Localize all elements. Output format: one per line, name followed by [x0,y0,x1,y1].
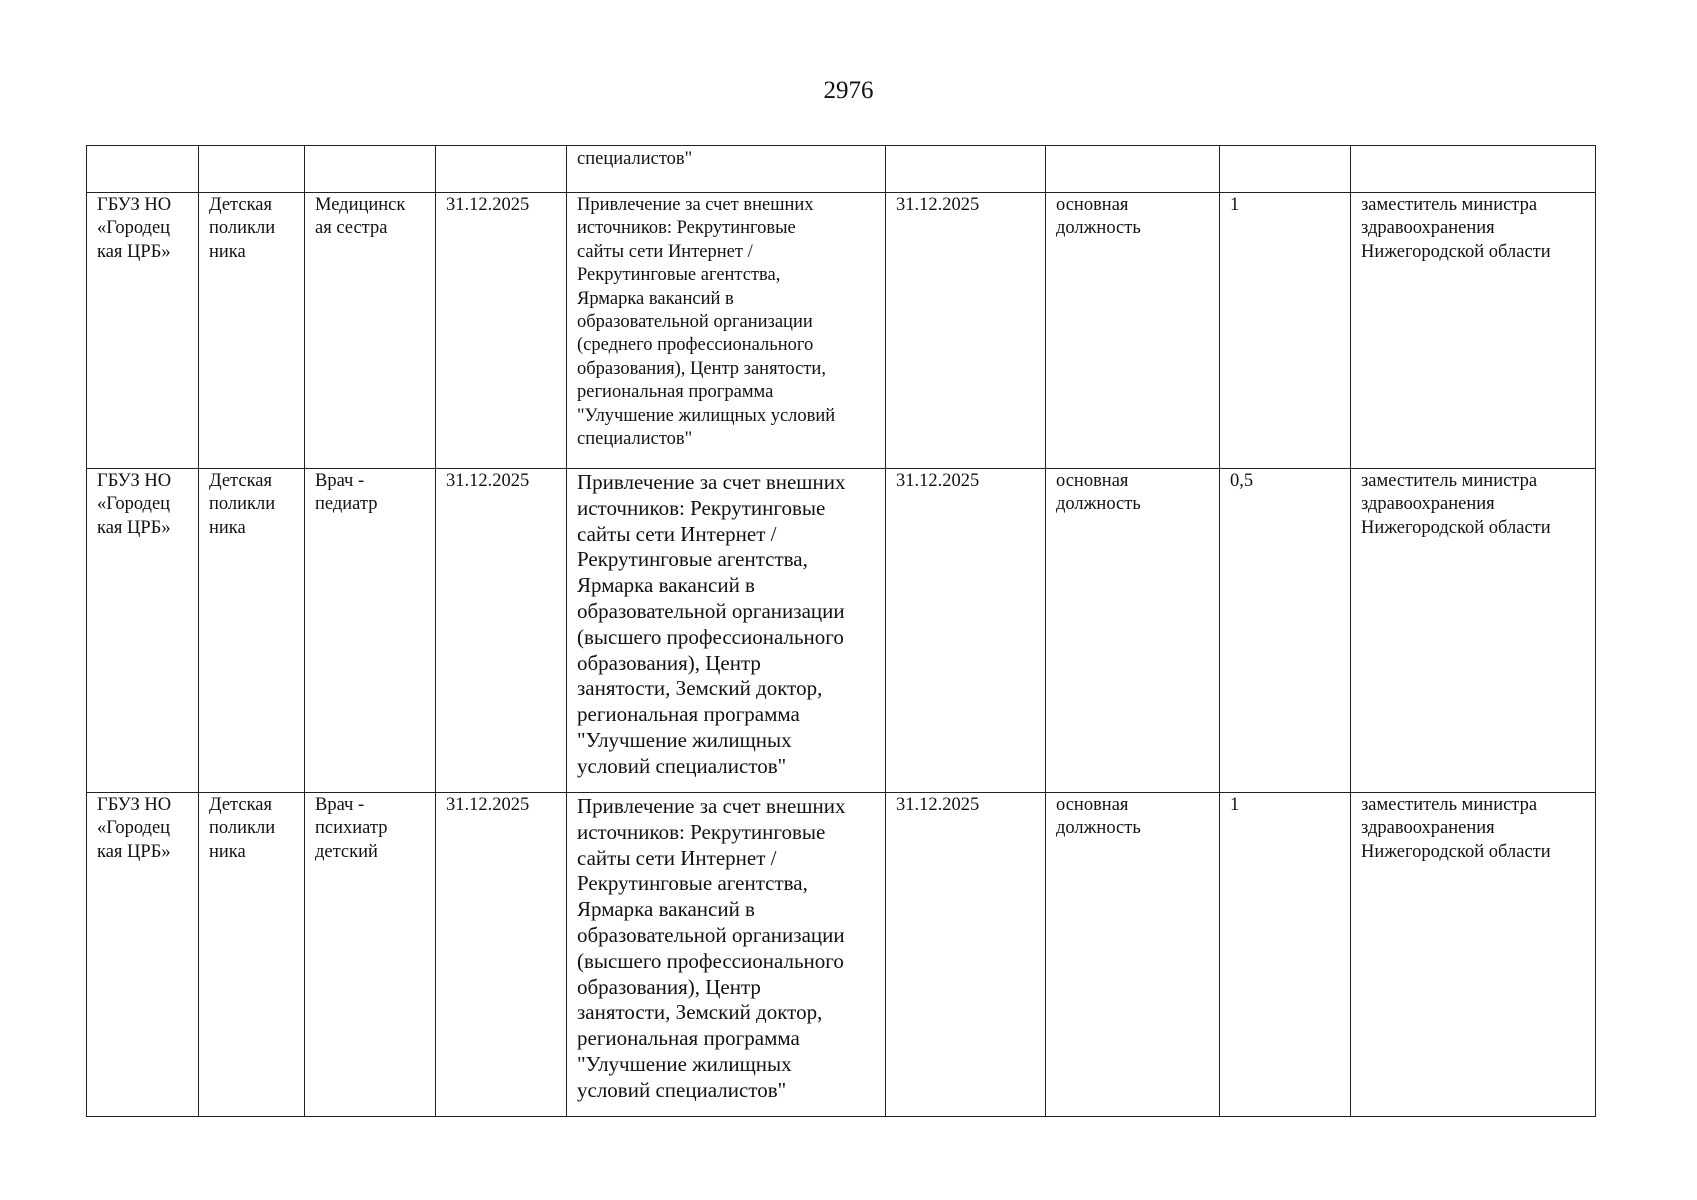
cell-position: Медицинск ая сестра [305,193,436,469]
cell-responsible: заместитель министра здравоохранения Нижегородской области [1351,793,1596,1117]
cell-rate: 1 [1220,193,1351,469]
page-number: 2976 [823,77,874,104]
cell-job-type: основная должность [1046,793,1220,1117]
cell-date-end: 31.12.2025 [886,469,1046,793]
cell-organization: ГБУЗ НО «Городец кая ЦРБ» [87,793,199,1117]
table-row [87,469,1596,793]
cell-unit: Детская поликли ника [199,193,305,469]
cell-unit: Детская поликли ника [199,793,305,1117]
cell-job-type: основная должность [1046,469,1220,793]
cell-methods: специалистов" [567,146,886,193]
table-row [87,193,1596,469]
cell-unit [199,146,305,193]
cell-methods: Привлечение за счет внешних источников: Рекрутинговые сайты сети Интернет / Рекрутинговые агентства, Ярмарка вакансий в образовательной организации (высшего профессионального образования), Центр занятости, Земский доктор, региональная программа "Улучшение жилищных условий специалистов" [567,469,886,793]
cell-date-end: 31.12.2025 [886,793,1046,1117]
cell-rate: 0,5 [1220,469,1351,793]
cell-position: Врач - педиатр [305,469,436,793]
cell-organization: ГБУЗ НО «Городец кая ЦРБ» [87,193,199,469]
table-row [87,146,1596,193]
cell-organization: ГБУЗ НО «Городец кая ЦРБ» [87,469,199,793]
cell-responsible [1351,146,1596,193]
cell-methods: Привлечение за счет внешних источников: Рекрутинговые сайты сети Интернет / Рекрутинговые агентства, Ярмарка вакансий в образовательной организации (среднего профессионального образования), Центр занятости, региональная программа "Улучшение жилищных условий специалистов" [567,193,886,469]
cell-responsible: заместитель министра здравоохранения Нижегородской области [1351,193,1596,469]
cell-date-start [436,146,567,193]
cell-date-start: 31.12.2025 [436,469,567,793]
cell-position [305,146,436,193]
cell-organization [87,146,199,193]
cell-date-end: 31.12.2025 [886,193,1046,469]
table-row [87,793,1596,1117]
cell-job-type [1046,146,1220,193]
cell-responsible: заместитель министра здравоохранения Нижегородской области [1351,469,1596,793]
cell-date-start: 31.12.2025 [436,193,567,469]
cell-job-type: основная должность [1046,193,1220,469]
cell-methods: Привлечение за счет внешних источников: Рекрутинговые сайты сети Интернет / Рекрутинговые агентства, Ярмарка вакансий в образовательной организации (высшего профессионального образования), Центр занятости, Земский доктор, региональная программа "Улучшение жилищных условий специалистов" [567,793,886,1117]
cell-unit: Детская поликли ника [199,469,305,793]
staffing-plan-table [86,145,1596,1117]
cell-rate [1220,146,1351,193]
cell-position: Врач - психиатр детский [305,793,436,1117]
cell-date-end [886,146,1046,193]
cell-date-start: 31.12.2025 [436,793,567,1117]
cell-rate: 1 [1220,793,1351,1117]
